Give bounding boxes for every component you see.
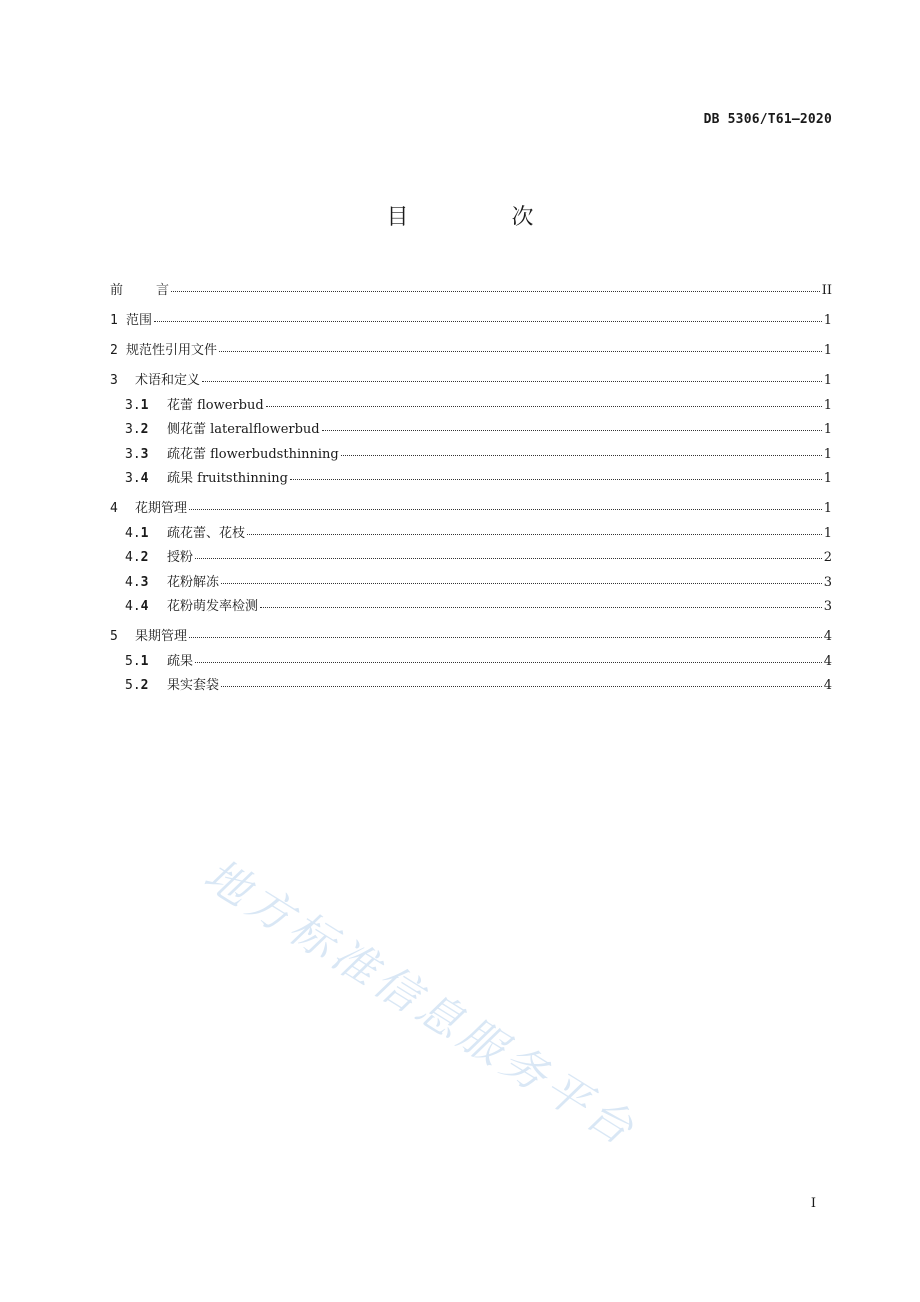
table-of-contents <box>110 279 832 699</box>
toc-entry-4-3[interactable] <box>110 571 832 596</box>
toc-page: 1 <box>823 525 832 541</box>
toc-entry-3-4[interactable] <box>110 467 832 492</box>
toc-number-major: 4. <box>125 550 141 565</box>
toc-page: 3 <box>823 574 832 590</box>
toc-page: 1 <box>823 446 832 462</box>
toc-number-minor: 4 <box>140 471 149 486</box>
dot-leader <box>221 685 822 687</box>
toc-label: 范围 <box>126 313 153 328</box>
toc-number <box>125 595 167 620</box>
toc-page: 4 <box>823 629 832 644</box>
toc-page: 3 <box>823 599 832 614</box>
toc-label: 授粉 <box>167 550 194 565</box>
toc-entry-3-3[interactable] <box>110 443 832 468</box>
toc-number-major: 3. <box>125 397 141 413</box>
standard-code: DB 5306/T61—2020 <box>703 112 832 127</box>
toc-label: 疏花蕾 flowerbudsthinning <box>167 446 339 462</box>
toc-page: II <box>821 283 832 298</box>
dot-leader <box>260 606 822 608</box>
toc-label: 果期管理 <box>135 629 188 644</box>
toc-number <box>125 418 167 443</box>
toc-label: 花粉解冻 <box>167 574 220 590</box>
dot-leader <box>266 405 822 407</box>
dot-leader <box>221 582 822 584</box>
toc-number-minor: 1 <box>140 653 149 669</box>
toc-label: 果实套袋 <box>167 678 220 693</box>
toc-entry-4-2[interactable] <box>110 546 832 571</box>
toc-number <box>125 394 167 419</box>
toc-label: 规范性引用文件 <box>126 343 218 358</box>
toc-number-major: 4. <box>125 574 141 590</box>
toc-entry-5-2[interactable] <box>110 674 832 699</box>
toc-page: 1 <box>823 397 832 413</box>
dot-leader <box>154 320 822 322</box>
dot-leader <box>219 350 822 352</box>
toc-number <box>125 522 167 547</box>
toc-number-minor: 3 <box>140 574 149 590</box>
toc-number: 4 <box>110 501 118 516</box>
toc-number-major: 5. <box>125 678 141 693</box>
toc-entry-4-1[interactable] <box>110 522 832 547</box>
watermark: 地方标准信息服务平台 <box>195 849 647 1158</box>
dot-leader <box>189 508 822 510</box>
toc-entry-2[interactable] <box>110 339 832 364</box>
page-title: 目 次 <box>386 205 582 230</box>
dot-leader <box>202 380 822 382</box>
dot-leader <box>290 478 822 480</box>
toc-number-minor: 4 <box>140 599 149 614</box>
toc-number-major: 4. <box>125 525 141 541</box>
toc-number-minor: 1 <box>140 525 149 541</box>
toc-entry-5-1[interactable] <box>110 650 832 675</box>
toc-number-minor: 1 <box>140 397 149 413</box>
dot-leader <box>195 661 822 663</box>
toc-number <box>125 674 167 699</box>
toc-number <box>125 467 167 492</box>
toc-entry-3[interactable] <box>110 369 832 394</box>
toc-entry-4[interactable] <box>110 497 832 522</box>
toc-number: 5 <box>110 629 118 644</box>
toc-number: 2 <box>110 343 118 358</box>
toc-label: 花期管理 <box>135 501 188 516</box>
toc-page: 1 <box>823 343 832 358</box>
toc-number-minor: 3 <box>140 446 149 462</box>
toc-number <box>125 650 167 675</box>
toc-number-major: 5. <box>125 653 141 669</box>
dot-leader <box>171 290 820 292</box>
toc-page: 4 <box>823 678 832 693</box>
toc-number-major: 3. <box>125 446 141 462</box>
toc-number-minor: 2 <box>140 422 149 437</box>
toc-number-major: 3. <box>125 422 141 437</box>
toc-number <box>125 571 167 596</box>
toc-label: 侧花蕾 lateralflowerbud <box>167 422 320 437</box>
toc-page: 1 <box>823 313 832 328</box>
dot-leader <box>247 533 822 535</box>
toc-entry-foreword[interactable] <box>110 279 832 304</box>
toc-page: 1 <box>823 501 832 516</box>
toc-page: 1 <box>823 471 832 486</box>
toc-entry-3-1[interactable] <box>110 394 832 419</box>
toc-label: 疏果 fruitsthinning <box>167 471 288 486</box>
dot-leader <box>322 429 822 431</box>
toc-entry-1[interactable] <box>110 309 832 334</box>
toc-number-minor: 2 <box>140 678 149 693</box>
toc-label: 疏果 <box>167 653 194 669</box>
toc-page: 4 <box>823 653 832 669</box>
toc-page: 2 <box>823 550 832 565</box>
toc-number: 1 <box>110 313 118 328</box>
toc-number: 3 <box>110 373 118 388</box>
toc-entry-4-4[interactable] <box>110 595 832 620</box>
toc-number-major: 4. <box>125 599 141 614</box>
page-number: I <box>810 1196 816 1211</box>
toc-entry-3-2[interactable] <box>110 418 832 443</box>
toc-number-major: 3. <box>125 471 141 486</box>
toc-label: 花粉萌发率检测 <box>167 599 259 614</box>
toc-label: 花蕾 flowerbud <box>167 397 264 413</box>
toc-page: 1 <box>823 373 832 388</box>
toc-number-minor: 2 <box>140 550 149 565</box>
toc-label: 术语和定义 <box>135 373 201 388</box>
dot-leader <box>189 636 822 638</box>
toc-number <box>125 443 167 468</box>
toc-number <box>125 546 167 571</box>
toc-label: 疏花蕾、花枝 <box>167 525 246 541</box>
dot-leader <box>195 557 822 559</box>
toc-label: 前 言 <box>110 283 170 298</box>
toc-entry-5[interactable] <box>110 625 832 650</box>
toc-page: 1 <box>823 422 832 437</box>
dot-leader <box>341 454 822 456</box>
